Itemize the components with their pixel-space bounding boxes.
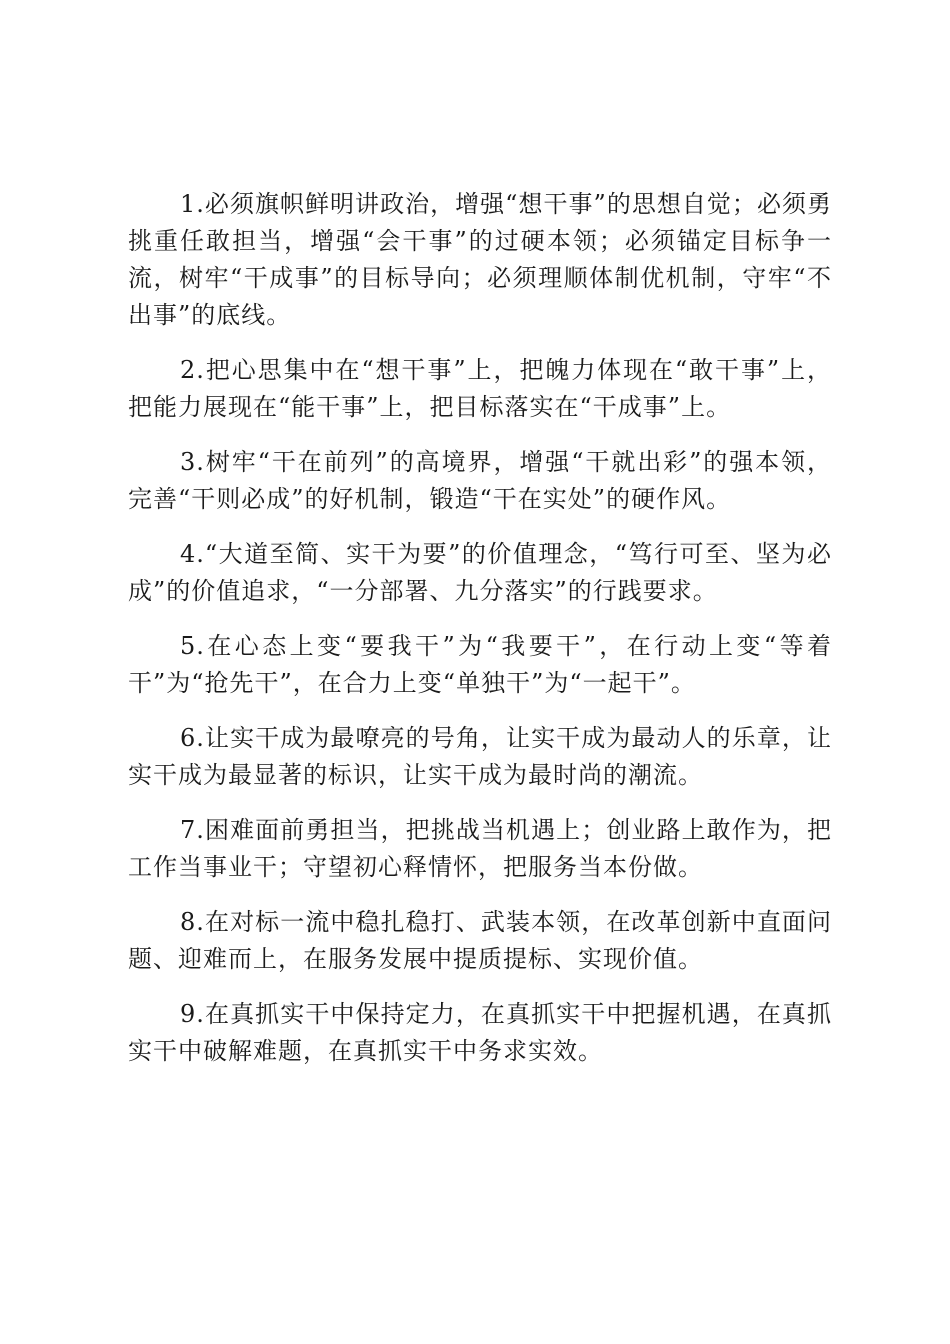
paragraph-7: 7.困难面前勇担当，把挑战当机遇上；创业路上敢作为，把工作当事业干；守望初心释情怀，把服务当本份做。: [128, 816, 832, 881]
paragraph-5: 5.在心态上变“要我干”为“我要干”，在行动上变“等着干”为“抢先干”，在合力上变“单独干”为“一起干”。: [128, 632, 832, 697]
document-body: [128, 186, 832, 1088]
paragraph-1: 1.必须旗帜鲜明讲政治，增强“想干事”的思想自觉；必须勇挑重任敢担当，增强“会干事”的过硬本领；必须锚定目标争一流，树牢“干成事”的目标导向；必须理顺体制优机制，守牢“不出事”的底线。: [128, 190, 832, 329]
paragraph-2: 2.把心思集中在“想干事”上，把魄力体现在“敢干事”上，把能力展现在“能干事”上，把目标落实在“干成事”上。: [128, 356, 832, 421]
paragraph-3: 3.树牢“干在前列”的高境界，增强“干就出彩”的强本领，完善“干则必成”的好机制，锻造“干在实处”的硬作风。: [128, 448, 832, 513]
paragraph-8: 8.在对标一流中稳扎稳打、武装本领，在改革创新中直面问题、迎难而上，在服务发展中提质提标、实现价值。: [128, 908, 832, 973]
paragraph-6: 6.让实干成为最嘹亮的号角，让实干成为最动人的乐章，让实干成为最显著的标识，让实干成为最时尚的潮流。: [128, 724, 832, 789]
paragraph-9: 9.在真抓实干中保持定力，在真抓实干中把握机遇，在真抓实干中破解难题，在真抓实干中务求实效。: [128, 1000, 832, 1065]
paragraph-4: 4.“大道至简、实干为要”的价值理念，“笃行可至、坚为必成”的价值追求，“一分部署、九分落实”的行践要求。: [128, 540, 832, 605]
